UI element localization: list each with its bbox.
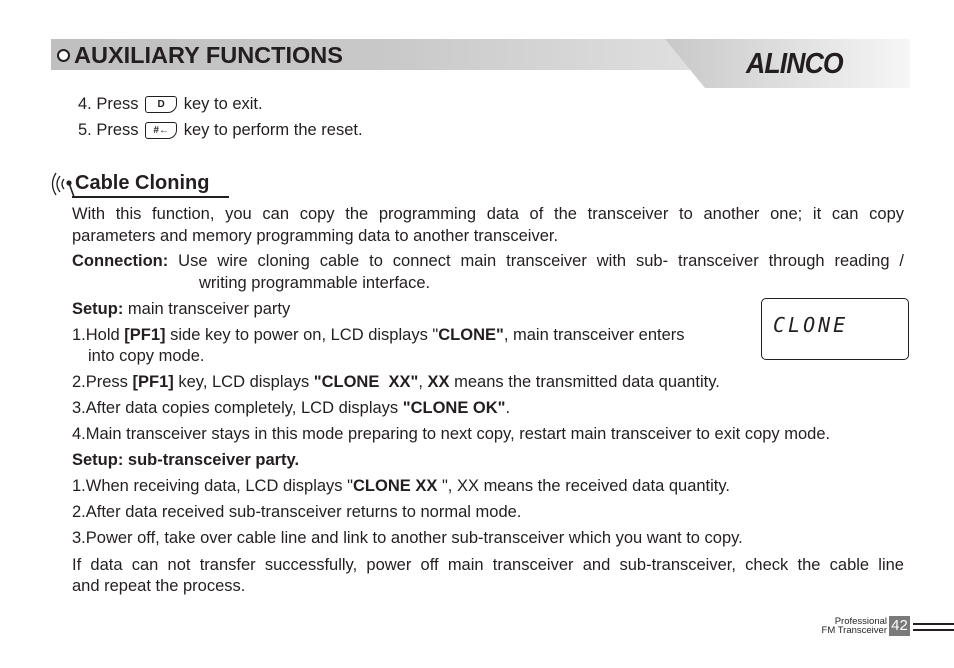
footer-professional: Professional [834, 616, 887, 627]
signal-wave-icon [48, 169, 76, 199]
connection-label: Connection: [72, 252, 169, 270]
page-number: 42 [889, 616, 910, 636]
closing-line-2: and repeat the process. [72, 577, 246, 595]
page-title: AUXILIARY FUNCTIONS [74, 42, 343, 68]
lcd-display-text: CLONE [773, 313, 849, 337]
section-underline [72, 196, 229, 198]
connection-line-1: Connection: Use wire cloning cable to connect main transceiver with sub- transceiver through reading / [72, 252, 904, 270]
sub-step-2: 2.After data received sub-transceiver returns to normal mode. [72, 503, 522, 521]
main-step-3: 3.After data copies completely, LCD displays "CLONE OK". [72, 399, 511, 417]
setup-main-heading: Setup: main transceiver party [72, 300, 291, 318]
closing-line-1: If data can not transfer successfully, power off main transceiver and sub-transceiver, check the cable line [72, 556, 904, 574]
main-step-2: 2.Press [PF1] key, LCD displays "CLONE XX", XX means the transmitted data quantity. [72, 373, 720, 391]
main-step-4: 4.Main transceiver stays in this mode preparing to next copy, restart main transceiver to exit copy mode. [72, 425, 831, 443]
footer-rule-top [913, 623, 954, 625]
setup-sub-heading: Setup: sub-transceiver party. [72, 451, 300, 469]
main-step-1: 1.Hold [PF1] side key to power on, LCD displays "CLONE", main transceiver enters [72, 326, 685, 344]
step-5: 5. Press #← key to perform the reset. [78, 121, 363, 139]
connection-line-2: writing programmable interface. [199, 274, 431, 292]
intro-line-1: With this function, you can copy the programming data of the transceiver to another one; it can copy [72, 205, 904, 223]
footer-rule-bottom [913, 629, 954, 631]
bullet-circle-icon [57, 49, 70, 62]
sub-step-1: 1.When receiving data, LCD displays "CLONE XX ", XX means the received data quantity. [72, 477, 730, 495]
sub-step-3: 3.Power off, take over cable line and link to another sub-transceiver which you want to copy. [72, 529, 743, 547]
brand-logo: ALINCO [746, 48, 843, 80]
footer-fm-transceiver: FM Transceiver [821, 625, 887, 636]
section-title: Cable Cloning [75, 172, 210, 194]
d-key-icon: D [145, 96, 177, 113]
step-4: 4. Press D key to exit. [78, 95, 263, 113]
hash-key-icon: #← [145, 122, 177, 139]
main-step-1-cont: into copy mode. [88, 347, 205, 365]
intro-line-2: parameters and memory programming data to another transceiver. [72, 227, 559, 245]
